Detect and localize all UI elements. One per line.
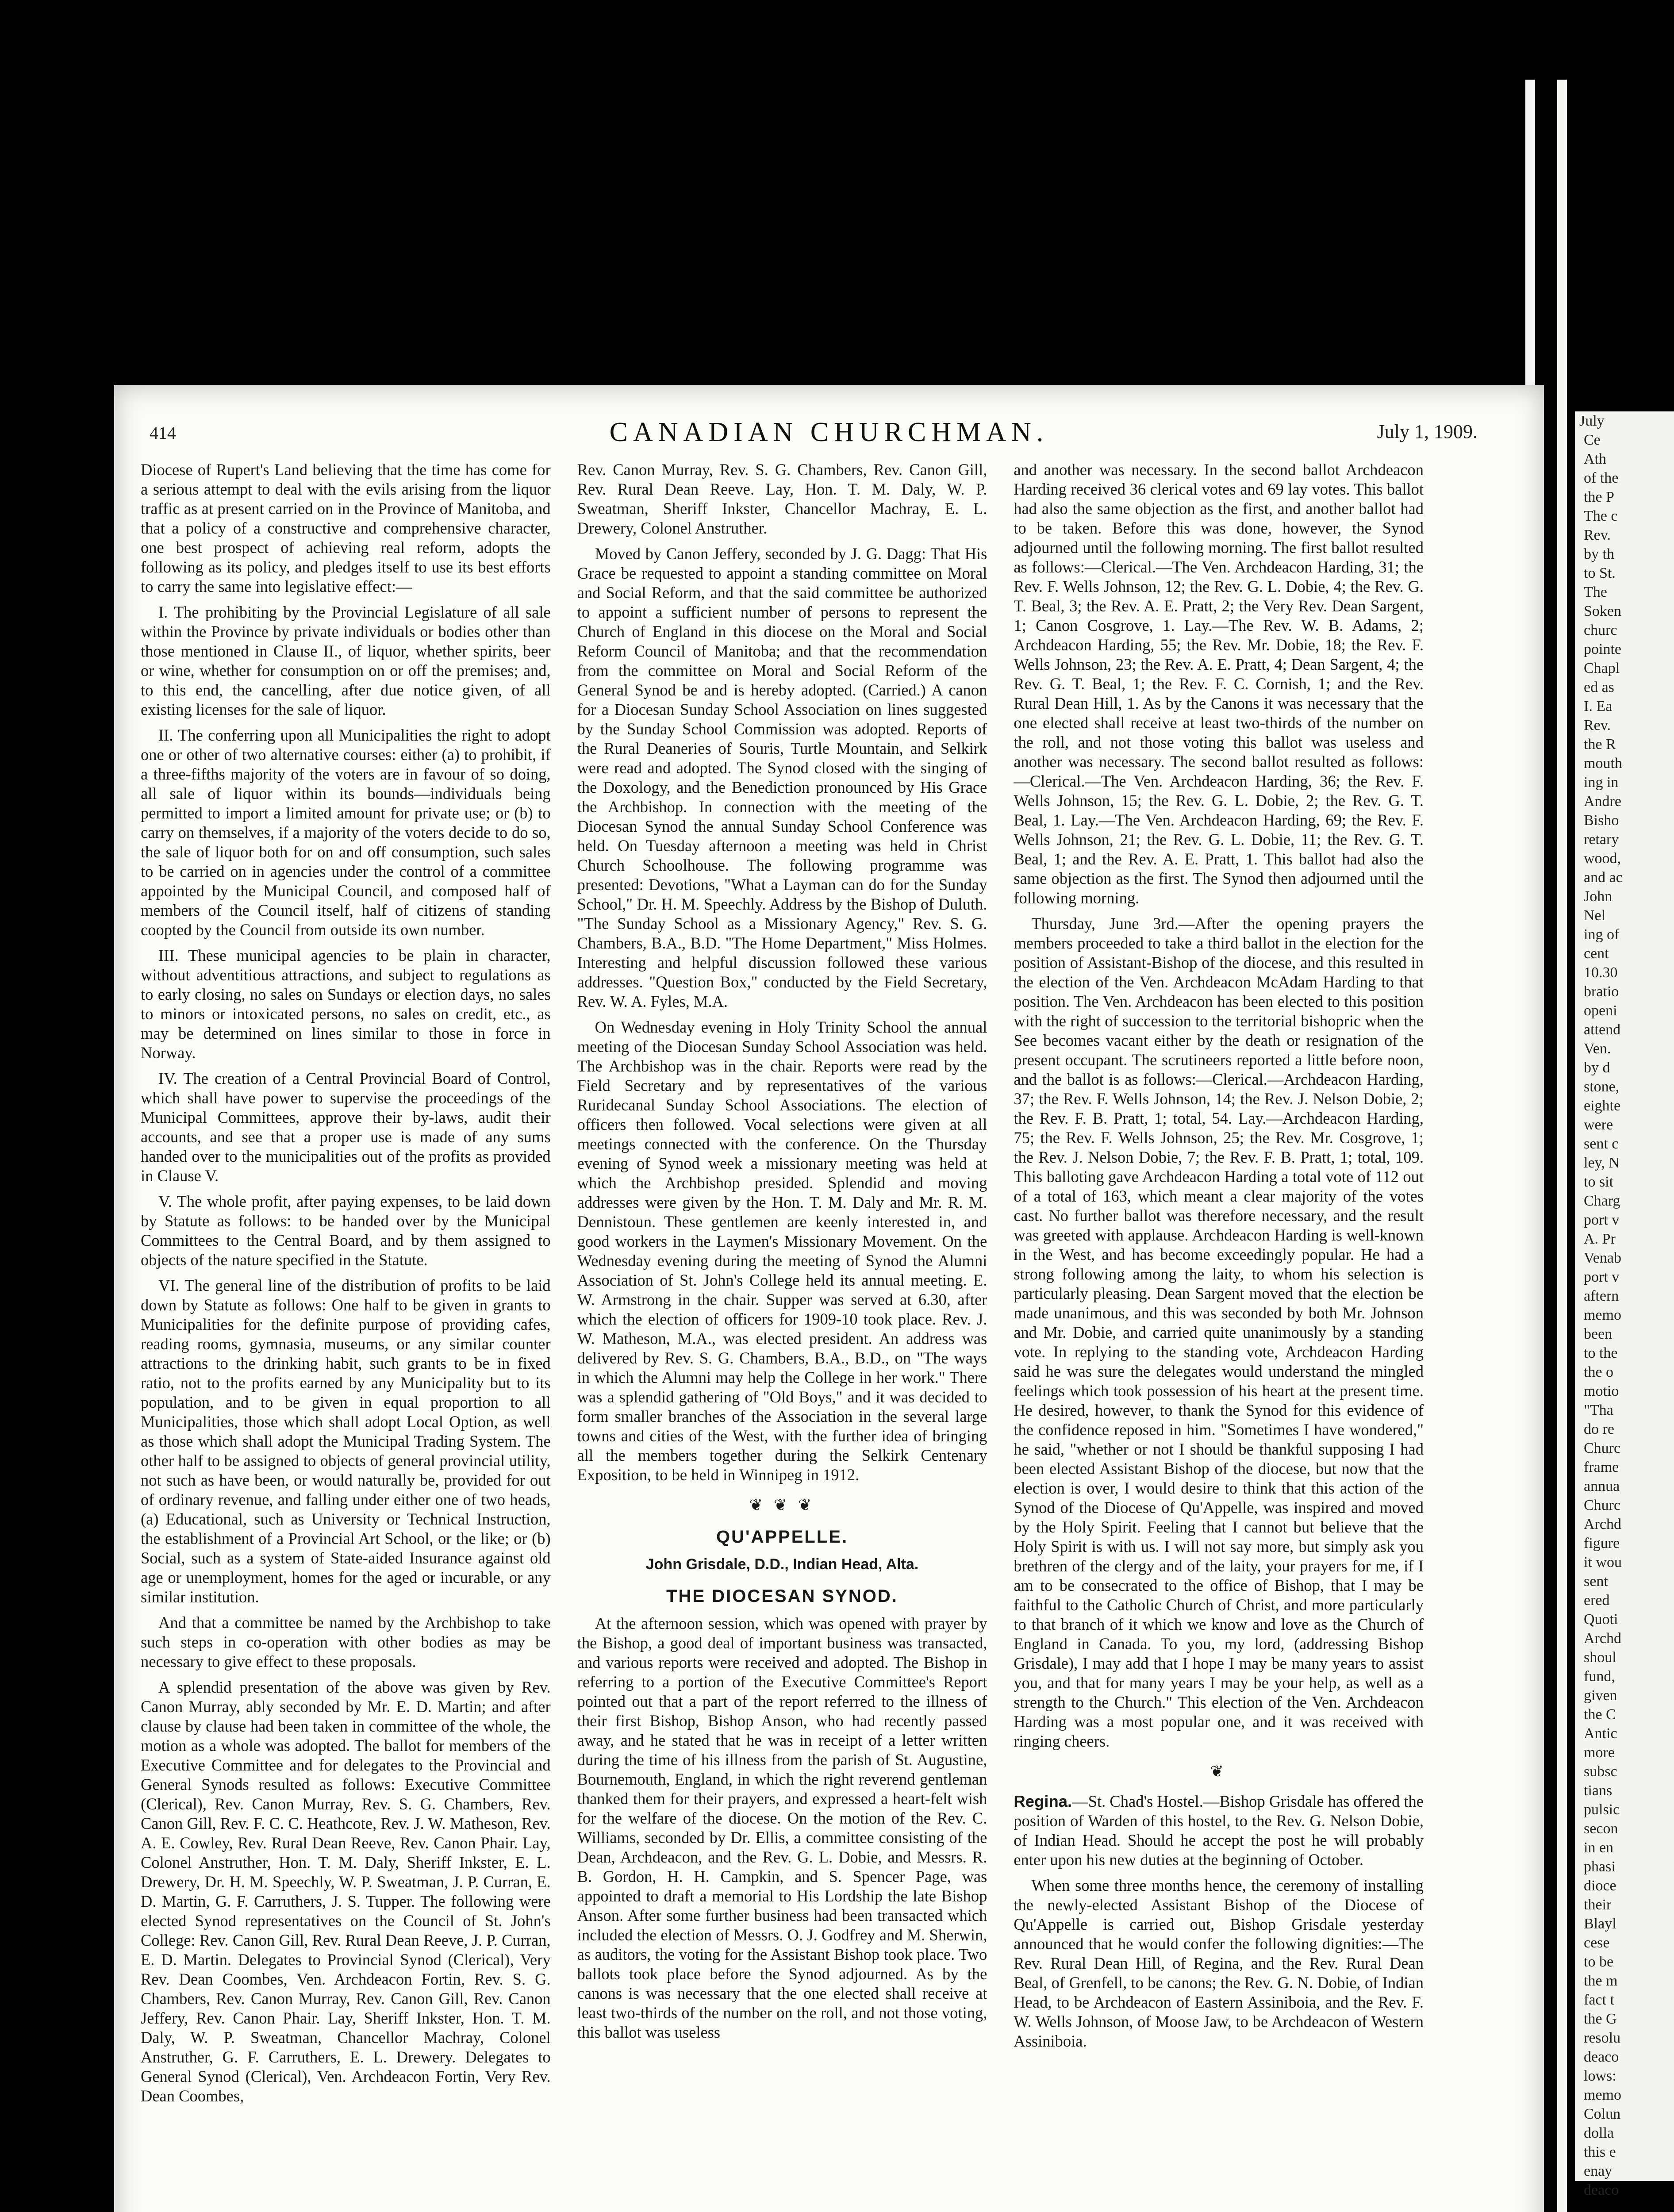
adjacent-page-line: stone, <box>1584 1079 1620 1095</box>
adjacent-page-line: bratio <box>1584 983 1619 1000</box>
paragraph: On Wednesday evening in Holy Trinity School the annual meeting of the Diocesan Sunday School Association was held. The Archbishop was in the chair. Reports were read by the Field Secretary and by representatives of the various Ruridecanal Sunday School Associations. The election of officers then followed. Vocal selections were given at all meetings connected with the conference. On the Thursday evening of Synod week a missionary meeting was held at which the Archbishop presided. Splendid and moving addresses were given by the Hon. T. M. Daly and Mr. R. M. Dennistoun. These gentlemen are keenly interested in, and good workers in the Laymen's Missionary Movement. On the Wednesday evening during the meeting of Synod the Alumni Association of St. John's College held its annual meeting. E. W. Armstrong in the chair. Supper was served at 6.30, after which the election of officers for 1909-10 took place. Rev. J. W. Matheson, M.A., was elected president. An address was delivered by Rev. S. G. Chambers, B.A., B.D., on "The ways in which the Alumni may help the College in her work." There was a splendid gathering of "Old Boys," and it was decided to form smaller branches of the Association in the several large towns and cities of the West, with the further idea of bringing all the members together during the Selkirk Centenary Exposition, to be held in Winnipeg in 1912. <box>577 1018 987 1484</box>
adjacent-page-line: cent <box>1584 945 1609 962</box>
section-ornament: ❦ ❦ ❦ <box>749 1496 815 1514</box>
page-number: 414 <box>150 423 176 443</box>
adjacent-page-line: eighte <box>1584 1098 1621 1114</box>
adjacent-page-line: memo <box>1584 2087 1621 2103</box>
adjacent-page-line: lows: <box>1584 2068 1616 2084</box>
adjacent-page-line: "Tha <box>1584 1402 1613 1418</box>
adjacent-page-line: frame <box>1584 1459 1619 1475</box>
regina-text: —St. Chad's Hostel.—Bishop Grisdale has offered the position of Warden of this hostel, to the Rev. G. Nelson Dobie, of Indian Head. Should he accept the post he will probably enter upon his new duties at the beginning of October. <box>1014 1792 1424 1869</box>
adjacent-page-line: Bisho <box>1584 812 1619 829</box>
paragraph: Moved by Canon Jeffery, seconded by J. G. Dagg: That His Grace be requested to appoint a standing committee on Moral and Social Reform, and that the said committee be authorized to appoint a sufficient number of persons to represent the Church of England in this diocese on the Moral and Social Reform Council of Manitoba; and that the recommendation from the committee on Moral and Social Reform of the General Synod be and is hereby adopted. (Carried.) A canon for a Diocesan Sunday School Association on lines suggested by the Sunday School Commission was adopted. Reports of the Rural Deaneries of Souris, Turtle Mountain, and Selkirk were read and adopted. The Synod closed with the singing of the Doxology, and the Benediction pronounced by His Grace the Archbishop. In connection with the meeting of the Diocesan Synod the annual Sunday School Conference was held. On Tuesday afternoon a meeting was held in Christ Church Schoolhouse. The following programme was presented: Devotions, "What a Layman can do for the Sunday School," Dr. H. M. Speechly. Address by the Bishop of Duluth. "The Sunday School as a Missionary Agency," Rev. S. G. Chambers, B.A., B.D. "The Home Department," Miss Holmes. Interesting and helpful discussion followed these various addresses. "Question Box," conducted by the Field Secretary, Rev. W. A. Fyles, M.A. <box>577 545 987 1010</box>
adjacent-page-line: were <box>1584 1117 1613 1133</box>
adjacent-page-line: port v <box>1584 1269 1620 1285</box>
masthead-title: CANADIAN CHURCHMAN. <box>609 417 1049 447</box>
paragraph: And that a committee be named by the Archbishop to take such steps in co-operation with other bodies as may be necessary to give effect to these proposals. <box>141 1613 551 1671</box>
adjacent-page-line: aftern <box>1584 1288 1619 1304</box>
adjacent-page-line: ing in <box>1584 774 1619 791</box>
adjacent-page-line: cese <box>1584 1935 1610 1951</box>
adjacent-page-line: ing of <box>1584 926 1620 943</box>
section-title: QU'APPELLE. <box>716 1527 849 1547</box>
adjacent-page-line: the R <box>1584 736 1616 753</box>
adjacent-page-line: fact t <box>1584 1992 1614 2008</box>
adjacent-page-line: phasi <box>1584 1859 1616 1875</box>
adjacent-page-line: 10.30 <box>1584 964 1618 981</box>
adjacent-page-line: by d <box>1584 1060 1610 1076</box>
adjacent-page-line: tians <box>1584 1782 1613 1799</box>
adjacent-page-line: do re <box>1584 1421 1614 1437</box>
adjacent-page-line: to be <box>1584 1954 1614 1970</box>
adjacent-page-line: sent <box>1584 1573 1608 1590</box>
adjacent-page-line: their <box>1584 1897 1612 1913</box>
adjacent-page-line: given <box>1584 1687 1617 1704</box>
paragraph: Thursday, June 3rd.—After the opening prayers the members proceeded to take a third ballot in the election for the position of Assistant-Bishop of the diocese, and this resulted in the election of the Ven. Archdeacon McAdam Harding to that position. The Ven. Archdeacon has been elected to this position with the right of succession to the territorial bishopric when the See becomes vacant either by the death or resignation of the present occupant. The scrutineers reported a little before noon, and the ballot is as follows:—Clerical.—Archdeacon Harding, 37; the Rev. F. Wells Johnson, 14; the Rev. J. Nelson Dobie, 2; the Rev. F. B. Pratt, 1; total, 54. Lay.—Archdeacon Harding, 75; the Rev. F. Wells Johnson, 25; the Rev. Mr. Cosgrove, 1; the Rev. J. Nelson Dobie, 7; the Rev. F. B. Pratt, 1; total, 109. This balloting gave Archdeacon Harding a total vote of 112 out of a total of 163, which meant a clear majority of the votes cast. No further ballot was therefore necessary, and the result was greeted with applause. Archdeacon Harding is well-known in the West, and has become exceedingly popular. He had a strong following among the laity, to whom his selection is particularly pleasing. Dean Sargent moved that the election be made unanimous, and this was seconded by both Mr. Johnson and Mr. Dobie, and carried quite unanimously by a standing vote. In replying to the standing vote, Archdeacon Harding said he was sure the delegates would understand the mingled feelings which took possession of his heart at the present time. He desired, however, to thank the Synod for this evidence of the confidence reposed in him. "Sometimes I have wondered," he said, "whether or not I should be thankful supposing I had been elected Assistant Bishop of the diocese, but now that the election is over, I would desire to think that this action of the Synod of the Diocese of Qu'Appelle, was inspired and moved by the Holy Spirit. Feeling that I cannot but believe that the Holy Spirit is with us. I will not say more, but simply ask you brethren of the clergy and of the laity, your prayers for me, if I am to be consecrated to the office of Bishop, that I may be faithful to the Catholic Church of Christ, and more particularly to that branch of it which we know and love as the Church of England in Canada. To you, my lord, (addressing Bishop Grisdale), I may add that I hope I may be many years to assist you, and that for many years I may be your help, as well as a strength to the Church." This election of the Ven. Archdeacon Harding was a most popular one, and it was received with ringing cheers. <box>1014 914 1424 1750</box>
adjacent-page-line: to sit <box>1584 1174 1614 1190</box>
paragraph: III. These municipal agencies to be plain in character, without adventitious attractions, and subject to regulations as to early closing, no sales on Sundays or election days, no sales to minors or intoxicated persons, no sales on credit, etc., as may be determined on lines similar to those in force in Norway. <box>141 946 551 1062</box>
adjacent-page-line: attend <box>1584 1022 1621 1038</box>
adjacent-page-line: Soken <box>1584 603 1621 619</box>
paragraph: Rev. Canon Murray, Rev. S. G. Chambers, Rev. Canon Gill, Rev. Rural Dean Reeve. Lay, Hon. T. M. Daly, W. P. Sweatman, Sheriff Inkster, Chancellor Machray, E. L. Drewery, Colonel Anstruther. <box>577 461 987 537</box>
adjacent-page-line: Nel <box>1584 907 1606 924</box>
adjacent-page-line: Andre <box>1584 793 1621 810</box>
adjacent-page-line: pulsic <box>1584 1801 1620 1818</box>
column-3 <box>1014 460 1424 2212</box>
adjacent-page-line: ley, N <box>1584 1155 1620 1171</box>
adjacent-page-header: July <box>1579 413 1605 429</box>
article-columns <box>141 460 1424 2212</box>
regina-paragraph <box>1014 1792 1424 1870</box>
paragraph: A splendid presentation of the above was given by Rev. Canon Murray, ably seconded by Mr. E. D. Martin; and after clause by clause had been taken in committee of the whole, the motion as a whole was adopted. The ballot for members of the Executive Committee and for delegates to the Provincial and General Synods resulted as follows: Executive Committee (Clerical), Rev. Canon Murray, Rev. S. G. Chambers, Rev. Canon Gill, Rev. F. C. C. Heathcote, Rev. J. W. Matheson, Rev. A. E. Cowley, Rev. Rural Dean Reeve, Rev. Canon Phair. Lay, Colonel Anstruther, Hon. T. M. Daly, Sheriff Inkster, E. L. Drewery, Dr. H. M. Speechly, W. P. Sweatman, J. P. Curran, E. D. Martin, G. F. Carruthers, J. S. Tupper. The following were elected Synod representatives on the Council of St. John's College: Rev. Canon Gill, Rev. Rural Dean Reeve, J. P. Curran, E. D. Martin. Delegates to Provincial Synod (Clerical), Very Rev. Dean Coombes, Ven. Archdeacon Fortin, Rev. S. G. Chambers, Rev. Canon Murray, Rev. Canon Gill, Rev. Canon Jeffery, Rev. Canon Phair. Lay, Sheriff Inkster, Hon. T. M. Daly, W. P. Sweatman, Chancellor Machray, Colonel Anstruther, G. F. Carruthers, E. L. Drewery. Delegates to General Synod (Clerical), Ven. Archdeacon Fortin, Very Rev. Dean Coombes, <box>141 1678 551 2105</box>
paragraph: IV. The creation of a Central Provincial Board of Control, which shall have power to supervise the proceedings of the Municipal Committees, approve their by-laws, audit their accounts, and see that a proper use is made of any sums handed over to the municipalities out of the profits as provided in Clause V. <box>141 1069 551 1185</box>
adjacent-page-line: pointe <box>1584 641 1621 657</box>
adjacent-page-line: deaco <box>1584 2182 1619 2198</box>
section-byline: John Grisdale, D.D., Indian Head, Alta. <box>645 1556 919 1573</box>
adjacent-page-line: Chapl <box>1584 660 1620 676</box>
adjacent-page-line: to St. <box>1584 565 1616 581</box>
adjacent-page-line: it wou <box>1584 1554 1622 1571</box>
adjacent-page-line: Churc <box>1584 1497 1621 1513</box>
adjacent-page-line: of the <box>1584 470 1619 486</box>
regina-lead: Regina. <box>1014 1792 1072 1810</box>
paragraph: V. The whole profit, after paying expenses, to be laid down by Statute as follows: to be handed over by the Municipal Committees to the Central Board, and by them assigned to objects of the nature specified in the Statute. <box>141 1192 551 1269</box>
column-1 <box>141 460 551 2212</box>
paragraph: When some three months hence, the ceremony of installing the newly-elected Assistant Bishop of the Diocese of Qu'Appelle is carried out, Bishop Grisdale yesterday announced that he would confer the following dignities:—The Rev. Rural Dean Hill, of Regina, and the Rev. Rural Dean Beal, of Grenfell, to be canons; the Rev. G. N. Dobie, of Indian Head, to be Archdeacon of Eastern Assiniboia, and the Rev. F. W. Wells Johnson, of Moose Jaw, to be Archdeacon of Western Assiniboia. <box>1014 1876 1424 2050</box>
adjacent-page-line: Venab <box>1584 1250 1621 1266</box>
adjacent-page-line: the C <box>1584 1706 1616 1723</box>
adjacent-page-line: Rev. <box>1584 527 1611 543</box>
adjacent-page-line: Archd <box>1584 1630 1621 1647</box>
adjacent-page-line: sent c <box>1584 1136 1619 1152</box>
adjacent-page-line: by th <box>1584 546 1614 562</box>
adjacent-page-line: Rev. <box>1584 717 1611 733</box>
newspaper-page <box>114 385 1544 2212</box>
adjacent-page-line: motio <box>1584 1383 1619 1399</box>
film-edge-strip <box>1557 80 1567 2212</box>
adjacent-page-line: John <box>1584 888 1613 905</box>
subsection-title: THE DIOCESAN SYNOD. <box>666 1586 898 1606</box>
adjacent-page-fragment <box>1575 411 1674 2198</box>
adjacent-page-line: Blayl <box>1584 1916 1616 1932</box>
paragraph: Diocese of Rupert's Land believing that the time has come for a serious attempt to deal with the evils arising from the liquor traffic as at present carried on in the Province of Manitoba, and that a policy of a constructive and comprehensive character, one best prospect of achieving real reform, adopts the following as its policy, and pledges itself to use its best efforts to carry the same into legislative effect:— <box>141 461 551 595</box>
adjacent-page-line: resolu <box>1584 2030 1621 2046</box>
page-header <box>114 385 1544 451</box>
adjacent-page-line: more <box>1584 1744 1615 1761</box>
adjacent-page-line: churc <box>1584 622 1617 638</box>
adjacent-page-line: dolla <box>1584 2125 1614 2141</box>
adjacent-page-line: Quoti <box>1584 1611 1618 1628</box>
adjacent-page-line: figure <box>1584 1535 1620 1551</box>
adjacent-page-line: A. Pr <box>1584 1231 1616 1247</box>
adjacent-page-line: fund, <box>1584 1668 1615 1685</box>
adjacent-page-line: Charg <box>1584 1193 1620 1209</box>
adjacent-page-line: memo <box>1584 1307 1621 1323</box>
adjacent-page-line: wood, <box>1584 850 1621 867</box>
adjacent-page-line: Archd <box>1584 1516 1621 1532</box>
adjacent-page-line: to the <box>1584 1345 1618 1361</box>
adjacent-page-line: and ac <box>1584 869 1623 886</box>
adjacent-page-line: The <box>1584 584 1607 600</box>
adjacent-page-line: the G <box>1584 2011 1617 2027</box>
adjacent-page-line: Antic <box>1584 1725 1617 1742</box>
adjacent-page-line: shoul <box>1584 1649 1616 1666</box>
adjacent-page-line: ered <box>1584 1592 1610 1609</box>
adjacent-page-line: ed as <box>1584 679 1614 695</box>
adjacent-page-line: subsc <box>1584 1763 1617 1780</box>
adjacent-page-line: in en <box>1584 1839 1614 1856</box>
adjacent-page-line: retary <box>1584 831 1619 848</box>
adjacent-page-line: Ven. <box>1584 1041 1611 1057</box>
section-ornament: ❦ <box>1210 1763 1227 1780</box>
issue-date: July 1, 1909. <box>1377 421 1478 442</box>
adjacent-page-line: been <box>1584 1326 1613 1342</box>
adjacent-page-line: The c <box>1584 508 1618 524</box>
adjacent-page-line: I. Ea <box>1584 698 1613 714</box>
adjacent-page-line: mouth <box>1584 755 1622 772</box>
adjacent-page-line: deaco <box>1584 2049 1619 2065</box>
adjacent-page-line: secon <box>1584 1820 1618 1837</box>
adjacent-page-line: dioce <box>1584 1878 1616 1894</box>
adjacent-page-line: Ath <box>1584 451 1606 467</box>
paragraph: I. The prohibiting by the Provincial Legislature of all sale within the Province by private individuals or bodies other than those mentioned in Clause II., of liquor, whether spirits, beer or wine, whether for consumption on or off the premises; and, to this end, the cancelling, after due notice given, of all existing licenses for the sale of liquor. <box>141 603 551 718</box>
adjacent-page-line: Colun <box>1584 2106 1621 2122</box>
adjacent-page-line: port v <box>1584 1212 1620 1228</box>
adjacent-page-line: this e <box>1584 2144 1616 2160</box>
adjacent-page-line: enay <box>1584 2163 1613 2179</box>
paragraph: II. The conferring upon all Municipalities the right to adopt one or other of two alternative courses: either (a) to prohibit, if a three-fifths majority of the voters are in favour of so doing, all sale of liquor within its bounds—individuals being permitted to import a limited amount for private use; or (b) to carry on themselves, if a majority of the voters decide to do so, the sale of liquor both for on and off consumption, such sales to be carried on in agencies under the control of a committee appointed by the Municipal Council, and composed half of members of the Council itself, half of citizens of standing coopted by the Council from outside its own number. <box>141 726 551 939</box>
paragraph: At the afternoon session, which was opened with prayer by the Bishop, a good deal of important business was transacted, and various reports were received and adopted. The Bishop in referring to a portion of the Executive Committee's Report pointed out that a part of the report referred to the illness of their first Bishop, Bishop Anson, who had recently passed away, and he stated that he was in receipt of a letter written during the time of his illness from the parish of St. Augustine, Bournemouth, England, in which the right reverend gentleman thanked them for their prayers, and expressed a heart-felt wish for the welfare of the diocese. On the motion of the Rev. C. Williams, seconded by Dr. Ellis, a committee consisting of the Dean, Archdeacon, and the Rev. G. L. Dobie, and Messrs. R. B. Gordon, H. H. Campkin, and S. Spencer Page, was appointed to draft a memorial to His Lordship the late Bishop Anson. After some further business had been transacted which included the election of Messrs. O. J. Godfrey and M. Sherwin, as auditors, the voting for the Assistant Bishop took place. Two ballots took place before the Synod adjourned. As by the canons is was necessary that the one elected shall receive at least two-thirds of the number on the roll, and not those voting, this ballot was useless <box>577 1614 987 2041</box>
column-2 <box>577 460 987 2212</box>
adjacent-page-line: the o <box>1584 1364 1614 1380</box>
paragraph: and another was necessary. In the second ballot Archdeacon Harding received 36 clerical votes and 69 lay votes. This ballot had also the same objection as the first, and another ballot had to be taken. Before this was done, however, the Synod adjourned until the following morning. The first ballot resulted as follows:—Clerical.—The Ven. Archdeacon Harding, 31; the Rev. F. Wells Johnson, 12; the Rev. G. L. Dobie, 4; the Rev. G. T. Beal, 3; the Rev. A. E. Pratt, 2; the Very Rev. Dean Sargent, 1; Canon Cosgrove, 1. Lay.—The Rev. W. B. Adams, 2; Archdeacon Harding, 55; the Rev. Mr. Dobie, 18; the Rev. F. Wells Johnson, 23; the Rev. A. E. Pratt, 4; Dean Sargent, 4; the Rev. G. T. Beal, 1; the Rev. F. C. Cornish, 1; and the Rev. Rural Dean Hill, 1. As by the Canons it was necessary that the one elected shall receive at least two-thirds of the number on the roll, and not those voting this ballot was useless and another was necessary. The second ballot resulted as follows:—Clerical.—The Ven. Archdeacon Harding, 36; the Rev. F. Wells Johnson, 15; the Rev. G. L. Dobie, 2; the Rev. G. T. Beal, 1. Lay.—The Ven. Archdeacon Harding, 69; the Rev. F. Wells Johnson, 21; the Rev. G. L. Dobie, 11; the Rev. G. T. Beal, 1; and the Rev. A. E. Pratt, 1. This ballot had also the same objection as the first. The Synod then adjourned until the following morning. <box>1014 461 1424 907</box>
adjacent-page-line: openi <box>1584 1002 1617 1019</box>
adjacent-page-line: the m <box>1584 1973 1618 1989</box>
paragraph: VI. The general line of the distribution of profits to be laid down by Statute as follows: One half to be given in grants to Municipalities for the definite purpose of providing cafes, reading rooms, gymnasia, museums, or any similar counter attractions to the drinking habit, such grants to be in fixed ratio, not to the profits earned by any Municipality but to its population, and to be given in equal proportion to all Municipalities, those which shall adopt Local Option, as well as those which shall adopt the Municipal Trading System. The other half to be assigned to objects of general provincial utility, not such as have been, or would naturally be, provided for out of ordinary revenue, and falling under either one of two heads, (a) Educational, such as University or Technical Instruction, the establishment of a Provincial Art School, or the like; or (b) Social, such as a system of State-aided Insurance against old age or unemployment, homes for the aged or incurable, or any similar institution. <box>141 1276 551 1606</box>
adjacent-page-line: Churc <box>1584 1440 1621 1456</box>
adjacent-page-line: the P <box>1584 489 1614 505</box>
adjacent-page-line: Ce <box>1584 432 1601 448</box>
adjacent-page-line: annua <box>1584 1478 1620 1494</box>
